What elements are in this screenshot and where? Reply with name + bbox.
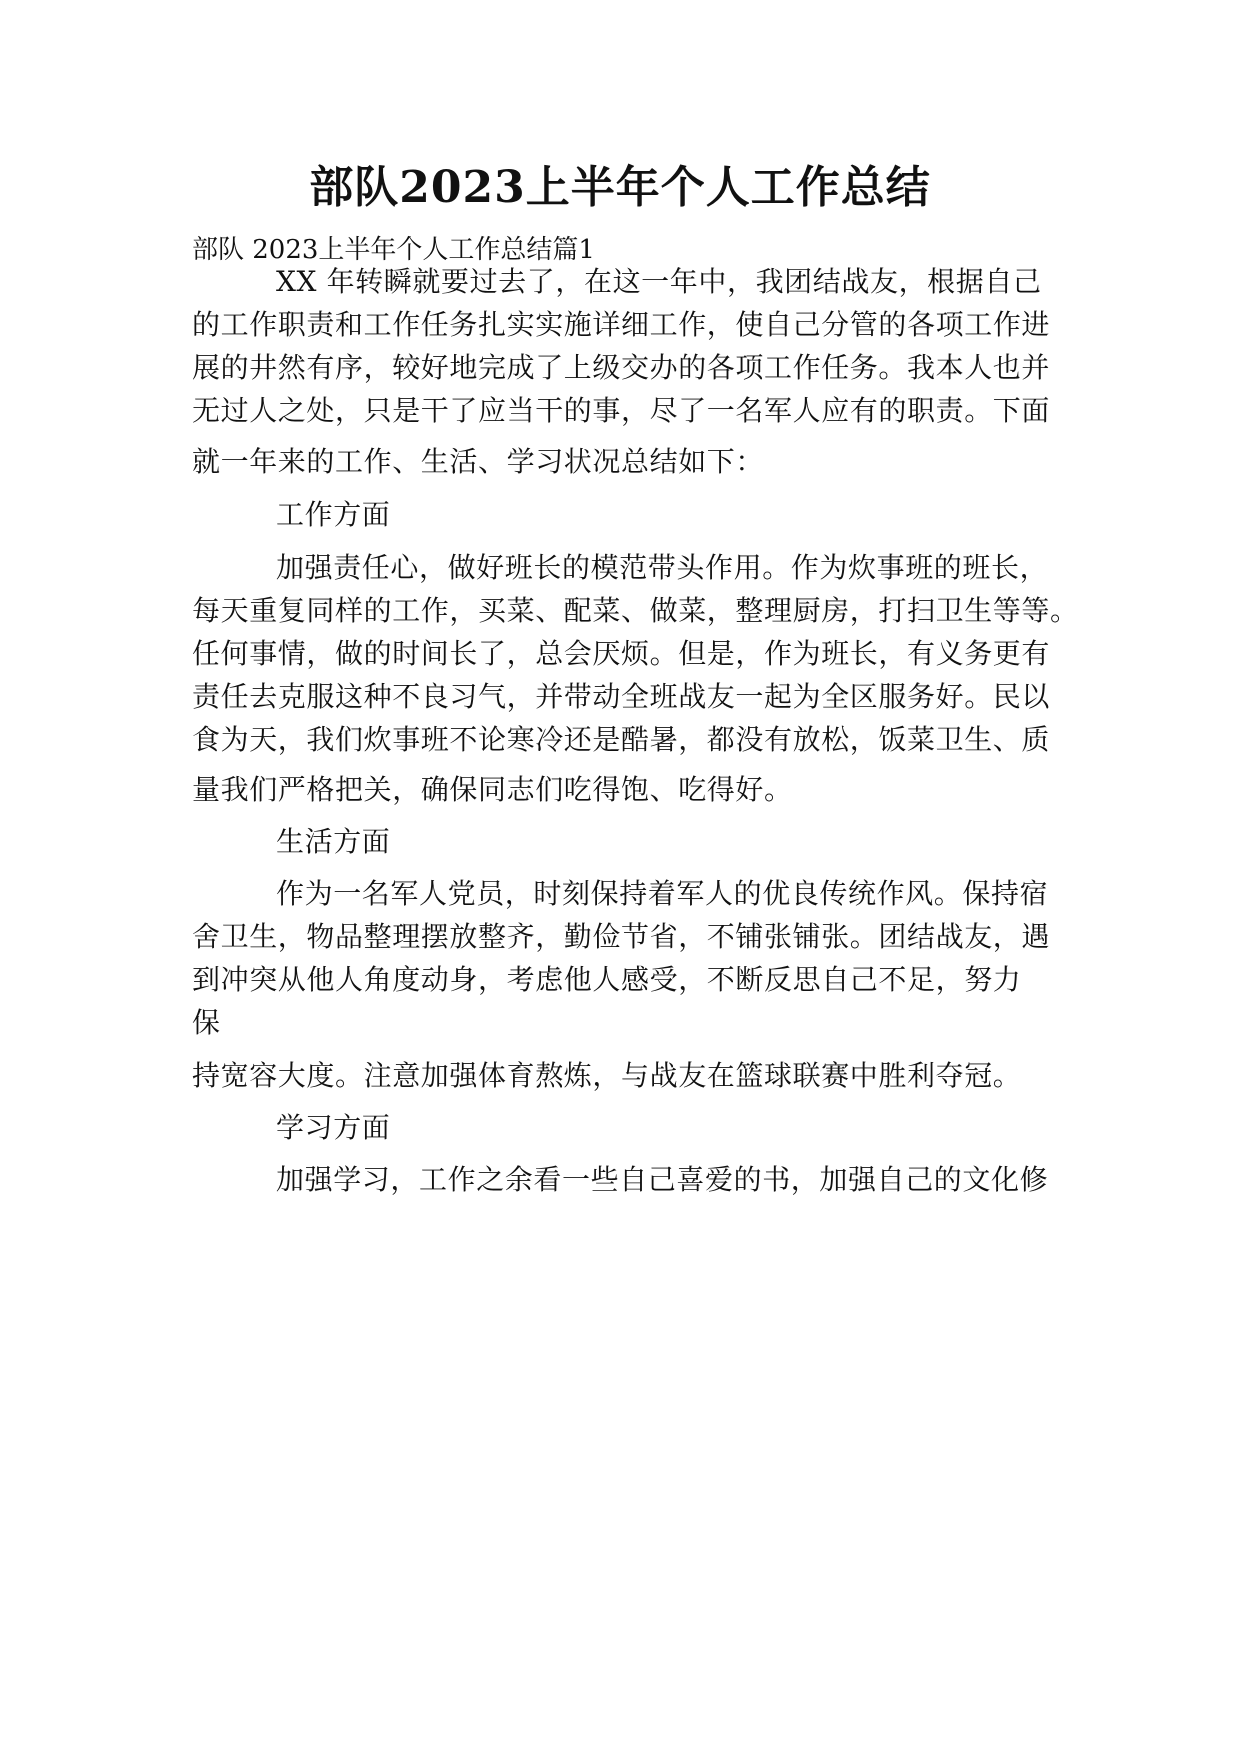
section-heading-work: 工作方面 (276, 498, 391, 531)
paragraph-line: 持宽容大度。注意加强体育熬炼，与战友在篮球联赛中胜利夺冠。 (192, 1059, 1022, 1092)
paragraph-line: 无过人之处，只是干了应当干的事，尽了一名军人应有的职责。下面 (192, 394, 1051, 427)
section-heading-life: 生活方面 (276, 825, 391, 858)
paragraph-line: 每天重复同样的工作，买菜、配菜、做菜，整理厨房，打扫卫生等等。 (192, 594, 1079, 627)
section-heading-study: 学习方面 (276, 1111, 391, 1144)
paragraph-line: 食为天，我们炊事班不论寒冷还是酷暑，都没有放松，饭菜卫生、质 (192, 723, 1051, 756)
paragraph-line: 就一年来的工作、生活、学习状况总结如下： (192, 445, 765, 478)
paragraph-line: 的工作职责和工作任务扎实实施详细工作，使自己分管的各项工作进 (192, 308, 1051, 341)
paragraph-line: 到冲突从他人角度动身，考虑他人感受，不断反思自己不足，努力 (192, 963, 1022, 996)
paragraph-line: 量我们严格把关，确保同志们吃得饱、吃得好。 (192, 773, 793, 806)
paragraph-line: 加强学习，工作之余看一些自己喜爱的书，加强自己的文化修 (276, 1163, 1049, 1196)
paragraph-line: 作为一名军人党员，时刻保持着军人的优良传统作风。保持宿 (276, 877, 1049, 910)
paragraph-line: 加强责任心，做好班长的模范带头作用。作为炊事班的班长， (276, 551, 1049, 584)
document-title: 部队2023上半年个人工作总结 (309, 162, 931, 213)
paragraph-line: 责任去克服这种不良习气，并带动全班战友一起为全区服务好。民以 (192, 680, 1051, 713)
paragraph-line: 任何事情，做的时间长了，总会厌烦。但是，作为班长，有义务更有 (192, 637, 1051, 670)
paragraph-line: 保 (192, 1006, 221, 1039)
document-subtitle: 部队 2023上半年个人工作总结篇1 (192, 235, 595, 265)
paragraph-line: 展的井然有序，较好地完成了上级交办的各项工作任务。我本人也并 (192, 351, 1051, 384)
paragraph-line: 舍卫生，物品整理摆放整齐，勤俭节省，不铺张铺张。团结战友，遇 (192, 920, 1051, 953)
paragraph-line: XX 年转瞬就要过去了，在这一年中，我团结战友，根据自己 (276, 265, 1042, 298)
